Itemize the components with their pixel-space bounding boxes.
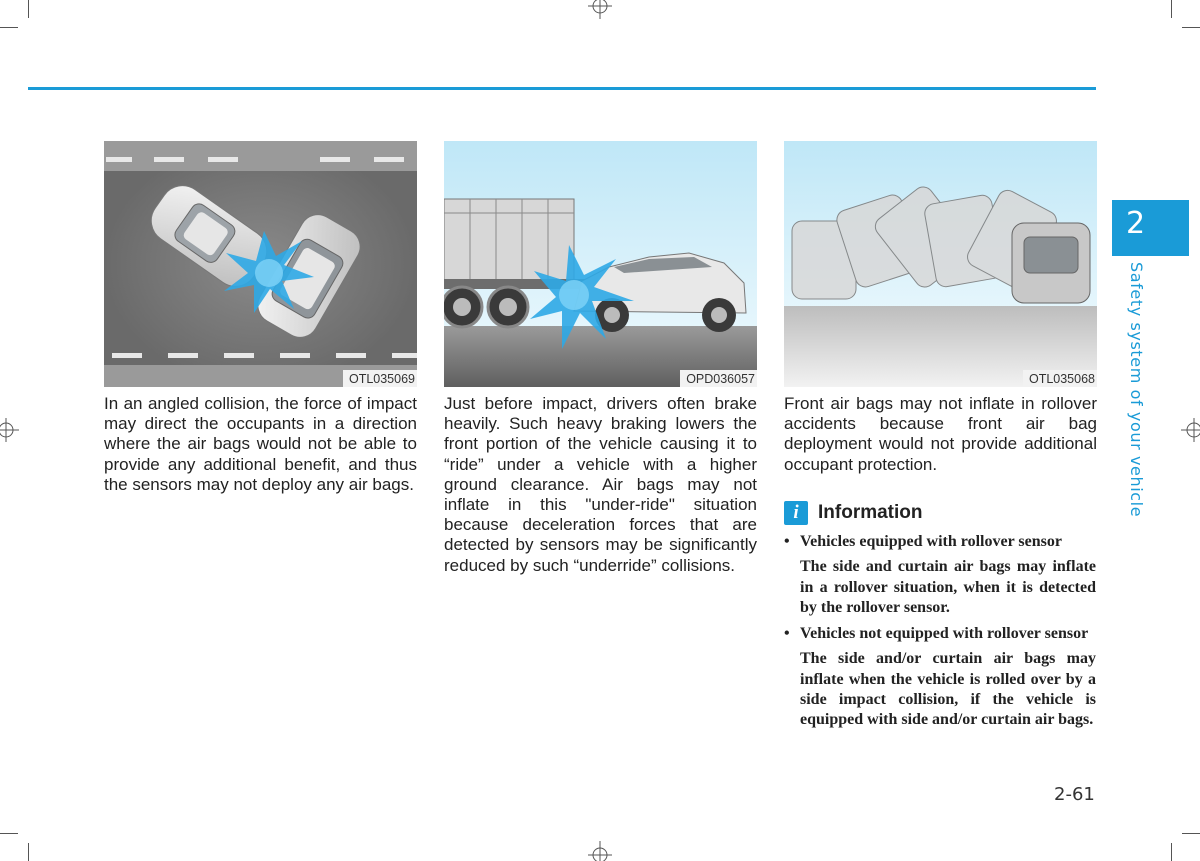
crop-mark xyxy=(1171,843,1172,861)
bullet-icon: • xyxy=(784,533,790,550)
registration-mark-top xyxy=(588,0,612,20)
page-number: 2-61 xyxy=(1054,784,1095,805)
list-item-text: The side and curtain air bags may inflate in a rollover situation, when it is detected by the rollover sensor. xyxy=(800,558,1096,616)
crop-mark xyxy=(0,833,18,834)
information-body xyxy=(784,532,1096,731)
list-item xyxy=(784,532,1096,552)
figure-angled-collision xyxy=(104,141,417,387)
figure-rollover xyxy=(784,141,1097,387)
list-item-text: The side and/or curtain air bags may inflate when the vehicle is rolled over by a side impact collision, if the vehicle is equipped with side and/or curtain air bags. xyxy=(800,650,1096,729)
figure-code: OTL035069 xyxy=(343,370,417,387)
chapter-title: Safety system of your vehicle xyxy=(1127,262,1146,518)
chapter-side-title xyxy=(1126,262,1150,518)
crop-mark xyxy=(1182,27,1200,28)
caption-rollover: Front air bags may not inflate in rollover accidents because front air bag deployment would not provide additional occupant protection. xyxy=(784,394,1097,474)
information-title: Information xyxy=(818,502,923,523)
figure-code: OTL035068 xyxy=(1023,370,1097,387)
chapter-tab xyxy=(1112,200,1189,256)
list-item-heading: Vehicles equipped with rollover sensor xyxy=(800,533,1062,550)
list-item-heading: Vehicles not equipped with rollover sensor xyxy=(800,625,1089,643)
chapter-number: 2 xyxy=(1126,206,1146,241)
header-rule xyxy=(28,87,1096,90)
caption-angled-collision: In an angled collision, the force of impact may direct the occupants in a direction where the air bags would not be able to provide any additional benefit, and thus the sensors may not deploy any air bags. xyxy=(104,394,417,494)
info-icon: i xyxy=(784,501,808,525)
list-item xyxy=(784,624,1096,644)
crop-mark xyxy=(1171,0,1172,18)
registration-mark-right xyxy=(1180,418,1200,442)
registration-mark-left xyxy=(0,418,20,442)
registration-mark-bottom xyxy=(588,841,612,861)
figure-code: OPD036057 xyxy=(680,370,757,387)
caption-underride: Just before impact, drivers often brake heavily. Such heavy braking lowers the front portion of the vehicle causing it to “ride” under a vehicle with a higher ground clearance. Air bags may not inflate in this "under-ride" situation because deceleration forces that are detected by sensors may be significantly reduced by such “underride” collisions. xyxy=(444,394,757,575)
crop-mark xyxy=(28,843,29,861)
figure-underride xyxy=(444,141,757,387)
information-header xyxy=(784,500,923,526)
crop-mark xyxy=(1182,833,1200,834)
bullet-icon: • xyxy=(784,625,790,643)
crop-mark xyxy=(0,27,18,28)
crop-mark xyxy=(28,0,29,18)
